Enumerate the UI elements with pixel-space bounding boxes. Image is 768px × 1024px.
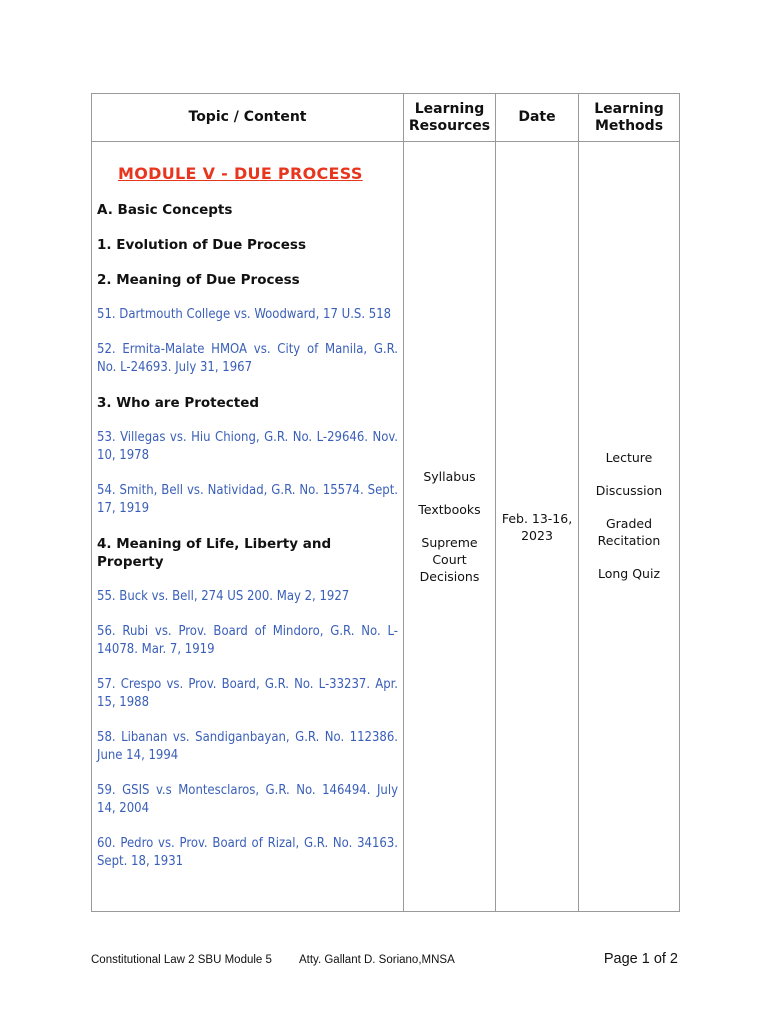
module-title: MODULE V - DUE PROCESS [118,164,363,183]
syllabus-table [91,93,680,912]
heading-basic-concepts: A. Basic Concepts [97,202,233,218]
date-value: Feb. 13-16, 2023 [501,510,573,543]
resource-textbooks: Textbooks [418,502,481,517]
case-56: 56. Rubi vs. Prov. Board of Mindoro, G.R. No. L-14078. Mar. 7, 1919 [97,624,398,657]
footer-author: Atty. Gallant D. Soriano,MNSA [299,954,455,966]
resources-cell [404,142,496,912]
method-lecture: Lecture [605,450,653,465]
heading-meaning: 2. Meaning of Due Process [97,272,300,288]
resource-syllabus: Syllabus [423,469,476,484]
case-53: 53. Villegas vs. Hiu Chiong, G.R. No. L-29646. Nov. 10, 1978 [97,430,398,463]
header-resources: Learning Resources [404,94,496,142]
method-long-quiz: Long Quiz [597,566,661,581]
footer-course: Constitutional Law 2 SBU Module 5 [91,954,272,966]
case-57: 57. Crespo vs. Prov. Board, G.R. No. L-33237. Apr. 15, 1988 [97,677,398,710]
header-row [92,94,680,142]
case-51: 51. Dartmouth College vs. Woodward, 17 U.S. 518 [97,307,392,322]
case-54: 54. Smith, Bell vs. Natividad, G.R. No. 15574. Sept. 17, 1919 [97,483,398,516]
case-60: 60. Pedro vs. Prov. Board of Rizal, G.R. No. 34163. Sept. 18, 1931 [97,836,398,869]
method-discussion: Discussion [595,483,663,498]
methods-cell [579,142,680,912]
topic-cell [92,142,404,912]
case-55: 55. Buck vs. Bell, 274 US 200. May 2, 1927 [97,589,350,604]
header-date: Date [496,94,579,142]
date-cell [496,142,579,912]
case-52: 52. Ermita-Malate HMOA vs. City of Manila, G.R. No. L-24693. July 31, 1967 [97,342,398,375]
heading-life-liberty-property: 4. Meaning of Life, Liberty and Property [97,536,332,570]
method-graded-recitation: Graded Recitation [597,516,661,548]
header-methods: Learning Methods [579,94,680,142]
content-row [92,142,680,912]
heading-evolution: 1. Evolution of Due Process [97,237,306,253]
page-number: Page 1 of 2 [603,951,678,967]
case-58: 58. Libanan vs. Sandiganbayan, G.R. No. 112386. June 14, 1994 [97,730,398,763]
header-topic: Topic / Content [92,94,404,142]
resource-decisions: Supreme Court Decisions [419,535,480,584]
heading-who-protected: 3. Who are Protected [97,395,260,411]
case-59: 59. GSIS v.s Montesclaros, G.R. No. 146494. July 14, 2004 [97,783,398,816]
